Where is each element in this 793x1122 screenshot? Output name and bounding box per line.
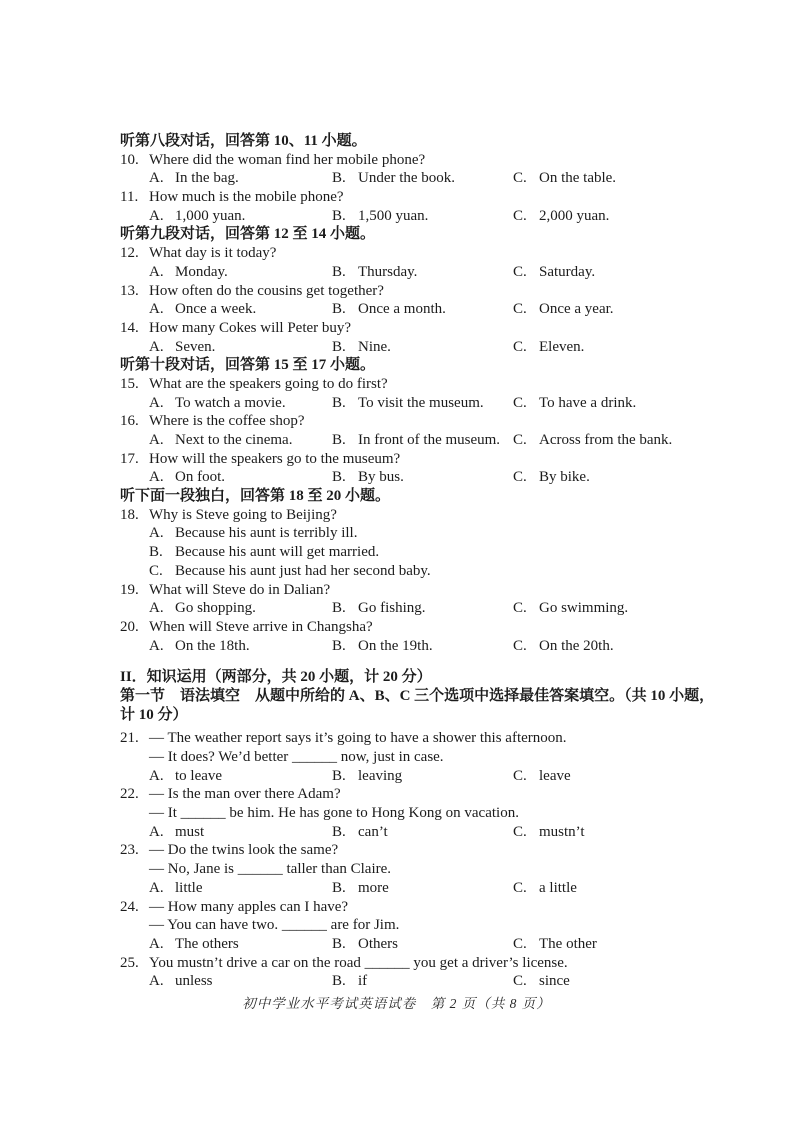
option-text: can’t <box>358 823 388 840</box>
option-b <box>332 300 513 319</box>
option-label: C. <box>513 973 527 990</box>
question-text: What will Steve do in Dalian? <box>149 581 331 598</box>
option-label: B. <box>332 338 346 355</box>
question-text: How many Cokes will Peter buy? <box>149 319 352 336</box>
option-text: 1,500 yuan. <box>358 207 429 224</box>
option-b <box>332 767 513 786</box>
option-a <box>149 169 332 188</box>
option-text: Go shopping. <box>175 600 256 617</box>
option-text: Saturday. <box>539 263 596 280</box>
option-c <box>513 935 680 954</box>
option-label: B. <box>332 394 346 411</box>
option-text: Monday. <box>175 263 228 280</box>
option-label: A. <box>149 637 164 654</box>
option-text: Nine. <box>358 338 391 355</box>
option-b <box>332 338 513 357</box>
option-label: C. <box>513 207 527 224</box>
option-label: A. <box>149 432 164 448</box>
options-row <box>120 338 680 357</box>
option-text: Because his aunt just had her second baby. <box>175 562 431 579</box>
option-c <box>513 767 680 786</box>
question-number: 12. <box>120 245 139 262</box>
question-text: Where is the coffee shop? <box>149 413 305 430</box>
option-text: more <box>358 879 389 896</box>
question-number: 13. <box>120 282 139 299</box>
stacked-option <box>120 524 680 543</box>
option-b <box>332 599 513 618</box>
options-row <box>120 468 680 487</box>
option-text: In the bag. <box>175 170 239 187</box>
question-row <box>120 785 680 804</box>
option-label: A. <box>149 394 164 411</box>
question-row <box>120 151 680 170</box>
options-row <box>120 972 680 991</box>
option-label: A. <box>149 973 164 990</box>
question-number: 17. <box>120 450 139 467</box>
option-label: C. <box>513 935 527 952</box>
question-number: 24. <box>120 898 139 915</box>
question-text: — The weather report says it’s going to have a shower this afternoon. <box>149 730 567 747</box>
option-label: B. <box>332 767 346 784</box>
option-label: C. <box>513 338 527 355</box>
option-label: C. <box>513 263 527 280</box>
option-b <box>332 169 513 188</box>
question-text: — How many apples can I have? <box>149 898 349 915</box>
option-c <box>513 972 680 991</box>
question-text: When will Steve arrive in Changsha? <box>149 618 373 635</box>
question-text: — Do the twins look the same? <box>149 842 339 859</box>
option-label: A. <box>149 525 164 542</box>
option-b <box>332 879 513 898</box>
option-text: To visit the museum. <box>358 394 484 411</box>
option-text: Seven. <box>175 338 216 355</box>
option-text: On the table. <box>539 170 617 187</box>
option-c <box>513 879 680 898</box>
option-text: On the 20th. <box>539 637 614 654</box>
part-header: 计 10 分） <box>120 706 188 723</box>
question-text: How much is the mobile phone? <box>149 189 344 206</box>
option-a <box>149 767 332 786</box>
option-text: Eleven. <box>539 338 585 355</box>
options-row <box>120 207 680 226</box>
question-text: — Is the man over there Adam? <box>149 786 341 803</box>
option-a <box>149 394 332 413</box>
dialogue-line: — No, Jane is ______ taller than Claire. <box>149 861 392 878</box>
option-label: B. <box>332 207 346 224</box>
question-number: 10. <box>120 151 139 168</box>
option-c <box>513 599 680 618</box>
option-b <box>332 431 513 450</box>
option-text: a little <box>539 879 577 896</box>
question-row <box>120 618 680 637</box>
option-text: 2,000 yuan. <box>539 207 610 224</box>
option-a <box>149 263 332 282</box>
option-a <box>149 637 332 656</box>
option-a <box>149 972 332 991</box>
option-c <box>513 823 680 842</box>
question-row <box>120 506 680 525</box>
option-b <box>332 207 513 226</box>
option-text: Once a week. <box>175 301 257 318</box>
options-row <box>120 935 680 954</box>
question-number: 18. <box>120 506 139 523</box>
part-header: II．知识运用（两部分，共 20 小题，计 20 分） <box>120 669 432 686</box>
option-label: B. <box>332 301 346 318</box>
question-row <box>120 450 680 469</box>
option-text: Under the book. <box>358 170 456 187</box>
option-text: By bus. <box>358 469 404 486</box>
option-label: A. <box>149 469 164 486</box>
question-text: What day is it today? <box>149 245 277 262</box>
question-number: 15. <box>120 375 139 392</box>
question-number: 14. <box>120 319 139 336</box>
option-text: The other <box>539 935 597 952</box>
option-label: B. <box>332 170 346 187</box>
option-c <box>513 207 680 226</box>
option-text: To have a drink. <box>539 394 637 411</box>
dialogue-line: — It ______ be him. He has gone to Hong Kong on vacation. <box>149 805 519 822</box>
question-row <box>120 244 680 263</box>
option-label: A. <box>149 170 164 187</box>
option-label: C. <box>513 879 527 896</box>
option-c <box>513 338 680 357</box>
option-label: C. <box>513 170 527 187</box>
option-a <box>149 823 332 842</box>
option-text: To watch a movie. <box>175 394 286 411</box>
option-label: A. <box>149 767 164 784</box>
option-label: A. <box>149 263 164 280</box>
option-b <box>332 935 513 954</box>
option-label: A. <box>149 935 164 952</box>
question-number: 22. <box>120 786 139 803</box>
option-text: Next to the cinema. <box>175 432 293 448</box>
question-row <box>120 282 680 301</box>
option-label: B. <box>332 935 346 952</box>
option-text: Once a month. <box>358 301 446 318</box>
option-label: B. <box>332 263 346 280</box>
question-row <box>120 319 680 338</box>
option-text: On foot. <box>175 469 225 486</box>
option-text: Once a year. <box>539 301 614 318</box>
page-footer: 初中学业水平考试英语试卷 第 2 页（共 8 页） <box>242 996 551 1011</box>
option-label: A. <box>149 823 164 840</box>
part-header: 第一节 语法填空 从题中所给的 A、B、C 三个选项中选择最佳答案填空。（共 10 小题， <box>120 687 715 704</box>
exam-content <box>120 132 715 991</box>
options-row <box>120 394 680 413</box>
option-label: B. <box>332 432 346 448</box>
question-text: What are the speakers going to do first? <box>149 375 388 392</box>
question-row <box>120 954 680 973</box>
option-text: On the 19th. <box>358 637 433 654</box>
question-text: How often do the cousins get together? <box>149 282 384 299</box>
option-text: The others <box>175 935 239 952</box>
section-header: 听下面一段独白，回答第 18 至 20 小题。 <box>120 488 391 505</box>
option-text: Because his aunt will get married. <box>175 544 380 561</box>
dialogue-line: — It does? We’d better ______ now, just in case. <box>149 749 444 765</box>
option-b <box>332 394 513 413</box>
question-row <box>120 188 680 207</box>
option-text: leave <box>539 767 571 784</box>
section-header: 听第十段对话，回答第 15 至 17 小题。 <box>120 357 376 374</box>
option-c <box>513 394 680 413</box>
option-text: leaving <box>358 767 403 784</box>
options-row <box>120 263 680 282</box>
option-text: In front of the museum. <box>358 432 501 448</box>
option-label: C. <box>513 301 527 318</box>
option-text: Because his aunt is terribly ill. <box>175 525 358 542</box>
stacked-option <box>120 543 680 562</box>
question-number: 25. <box>120 954 139 971</box>
option-label: C. <box>513 637 527 654</box>
option-c <box>513 468 680 487</box>
option-b <box>332 263 513 282</box>
option-b <box>332 468 513 487</box>
option-label: C. <box>513 469 527 486</box>
option-label: B. <box>332 637 346 654</box>
option-text: By bike. <box>539 469 590 486</box>
options-row <box>120 637 680 656</box>
option-text: Go fishing. <box>358 600 426 617</box>
option-label: B. <box>332 879 346 896</box>
option-a <box>149 879 332 898</box>
question-row <box>120 898 680 917</box>
question-number: 16. <box>120 413 139 430</box>
section-header: 听第九段对话，回答第 12 至 14 小题。 <box>120 226 376 243</box>
option-c <box>513 431 680 450</box>
question-row <box>120 375 680 394</box>
option-label: A. <box>149 879 164 896</box>
options-row <box>120 431 680 450</box>
option-a <box>149 207 332 226</box>
option-label: A. <box>149 600 164 617</box>
option-text: little <box>175 879 203 896</box>
option-a <box>149 300 332 319</box>
option-text: Others <box>358 935 398 952</box>
option-a <box>149 468 332 487</box>
option-a <box>149 431 332 450</box>
question-row <box>120 412 680 431</box>
dialogue-line: — You can have two. ______ are for Jim. <box>149 917 400 934</box>
question-number: 21. <box>120 730 139 747</box>
section-header: 听第八段对话，回答第 10、11 小题。 <box>120 133 367 149</box>
options-row <box>120 767 680 786</box>
option-text: to leave <box>175 767 223 784</box>
option-text: must <box>175 823 205 840</box>
option-c <box>513 169 680 188</box>
question-row <box>120 729 680 748</box>
option-text: On the 18th. <box>175 637 250 654</box>
question-number: 11. <box>120 189 139 206</box>
question-text: Why is Steve going to Beijing? <box>149 506 337 523</box>
option-text: Go swimming. <box>539 600 629 617</box>
options-row <box>120 879 680 898</box>
option-b <box>332 823 513 842</box>
option-text: mustn’t <box>539 823 585 840</box>
options-row <box>120 169 680 188</box>
question-number: 20. <box>120 618 139 635</box>
option-label: A. <box>149 207 164 224</box>
question-text: You mustn’t drive a car on the road ______ you get a driver’s license. <box>149 954 568 971</box>
option-label: B. <box>149 544 163 561</box>
option-label: C. <box>513 767 527 784</box>
option-label: C. <box>513 823 527 840</box>
option-b <box>332 972 513 991</box>
option-text: 1,000 yuan. <box>175 207 246 224</box>
option-text: Across from the bank. <box>539 432 673 448</box>
option-label: B. <box>332 469 346 486</box>
option-c <box>513 300 680 319</box>
option-a <box>149 935 332 954</box>
question-text: Where did the woman find her mobile phone? <box>149 151 426 168</box>
option-label: A. <box>149 301 164 318</box>
options-row <box>120 599 680 618</box>
options-row <box>120 300 680 319</box>
option-label: B. <box>332 823 346 840</box>
question-number: 23. <box>120 842 139 859</box>
options-row <box>120 823 680 842</box>
question-row <box>120 841 680 860</box>
option-text: unless <box>175 973 213 990</box>
question-number: 19. <box>120 581 139 598</box>
question-row <box>120 581 680 600</box>
option-c <box>513 263 680 282</box>
option-label: C. <box>513 600 527 617</box>
option-label: C. <box>513 432 527 448</box>
option-b <box>332 637 513 656</box>
option-text: Thursday. <box>358 263 418 280</box>
option-label: B. <box>332 973 346 990</box>
option-label: C. <box>149 562 163 579</box>
option-c <box>513 637 680 656</box>
option-label: C. <box>513 394 527 411</box>
option-text: if <box>358 973 368 990</box>
stacked-option <box>120 562 680 581</box>
question-text: How will the speakers go to the museum? <box>149 450 401 467</box>
option-a <box>149 599 332 618</box>
option-label: B. <box>332 600 346 617</box>
option-label: A. <box>149 338 164 355</box>
option-a <box>149 338 332 357</box>
option-text: since <box>539 973 570 990</box>
